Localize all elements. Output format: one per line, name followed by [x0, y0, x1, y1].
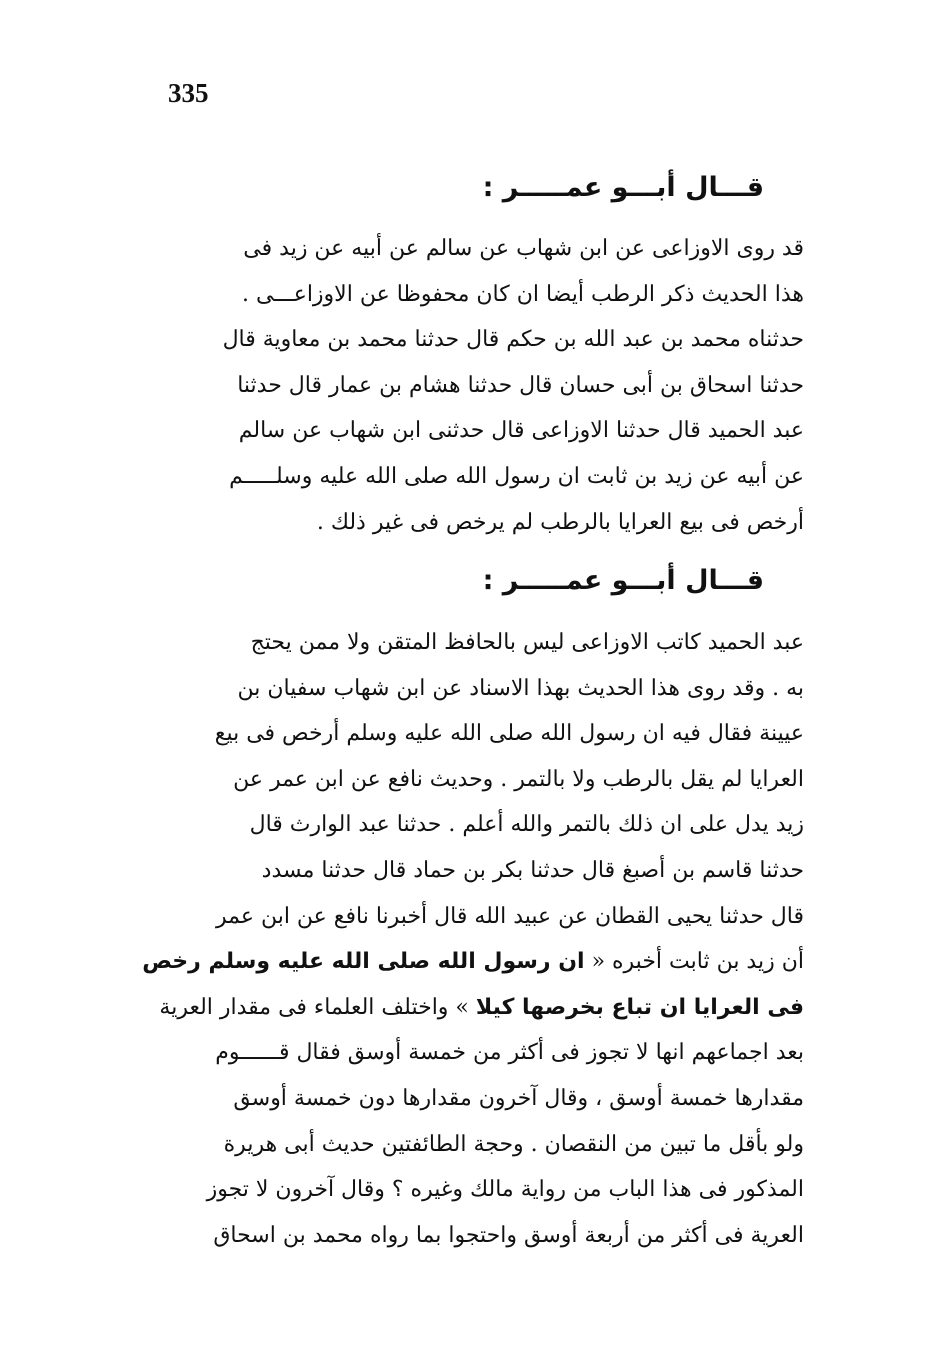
section-heading-1: قـــال أبـــو عمـــــر :: [482, 172, 764, 203]
paragraph-line: أرخص فى بيع العرايا بالرطب لم يرخص فى غير ذلك .: [316, 509, 804, 535]
paragraph-line: عيينة فقال فيه ان رسول الله صلى الله عليه وسلم أرخص فى بيع: [214, 721, 804, 747]
paragraph-line-with-quote: [132, 985, 804, 1031]
paragraph-line: العرية فى أكثر من أربعة أوسق واحتجوا بما رواه محمد بن اسحاق: [213, 1222, 804, 1248]
paragraph-line: زيد يدل على ان ذلك بالتمر والله أعلم . حدثنا عبد الوارث قال: [249, 812, 804, 838]
paragraph-line: به . وقد روى هذا الحديث بهذا الاسناد عن ابن شهاب سفيان بن: [237, 675, 804, 701]
paragraph-line: بعد اجماعهم انها لا تجوز فى أكثر من خمسة أوسق فقال قــــــوم: [215, 1040, 804, 1066]
quoted-hadith-text: ان رسول الله صلى الله عليه وسلم رخص: [142, 949, 585, 975]
paragraph-line-with-quote: [132, 939, 804, 985]
paragraph-line: المذكور فى هذا الباب من رواية مالك وغيره ؟ وقال آخرون لا تجوز: [206, 1177, 804, 1203]
quote-close-text: » واختلف العلماء فى مقدار العرية: [159, 994, 469, 1020]
paragraph-line: عن أبيه عن زيد بن ثابت ان رسول الله صلى الله عليه وسلـــــم: [229, 463, 804, 489]
page-number: 335: [168, 78, 209, 108]
paragraph-line: عبد الحميد كاتب الاوزاعى ليس بالحافظ المتقن ولا ممن يحتج: [250, 630, 804, 655]
paragraph-2: [132, 620, 804, 1258]
paragraph-line: عبد الحميد قال حدثنا الاوزاعى قال حدثنى ابن شهاب عن سالم: [238, 418, 804, 444]
section-heading-2: قـــال أبـــو عمـــــر :: [482, 565, 764, 596]
paragraph-line: حدثناه محمد بن عبد الله بن حكم قال حدثنا محمد بن معاوية قال: [222, 327, 804, 353]
paragraph-line: مقدارها خمسة أوسق ، وقال آخرون مقدارها دون خمسة أوسق: [233, 1085, 804, 1111]
paragraph-1: [132, 226, 804, 545]
paragraph-line: ولو بأقل ما تبين من النقصان . وحجة الطائفتين حديث أبى هريرة: [223, 1131, 804, 1157]
paragraph-line: حدثنا اسحاق بن أبى حسان قال حدثنا هشام بن عمار قال حدثنا: [237, 372, 804, 398]
paragraph-line: قال حدثنا يحيى القطان عن عبيد الله قال أخبرنا نافع عن ابن عمر: [215, 903, 804, 929]
paragraph-line: حدثنا قاسم بن أصبغ قال حدثنا بكر بن حماد قال حدثنا مسدد: [261, 857, 804, 883]
quoted-hadith-text: فى العرايا ان تباع بخرصها كيلا: [475, 994, 804, 1020]
paragraph-line: قد روى الاوزاعى عن ابن شهاب عن سالم عن أبيه عن زيد فى: [243, 236, 804, 261]
quote-open-text: أن زيد بن ثابت أخبره «: [591, 949, 804, 975]
paragraph-line: العرايا لم يقل بالرطب ولا بالتمر . وحديث نافع عن ابن عمر عن: [233, 766, 804, 792]
paragraph-line: هذا الحديث ذكر الرطب أيضا ان كان محفوظا عن الاوزاعـــى .: [242, 281, 804, 307]
